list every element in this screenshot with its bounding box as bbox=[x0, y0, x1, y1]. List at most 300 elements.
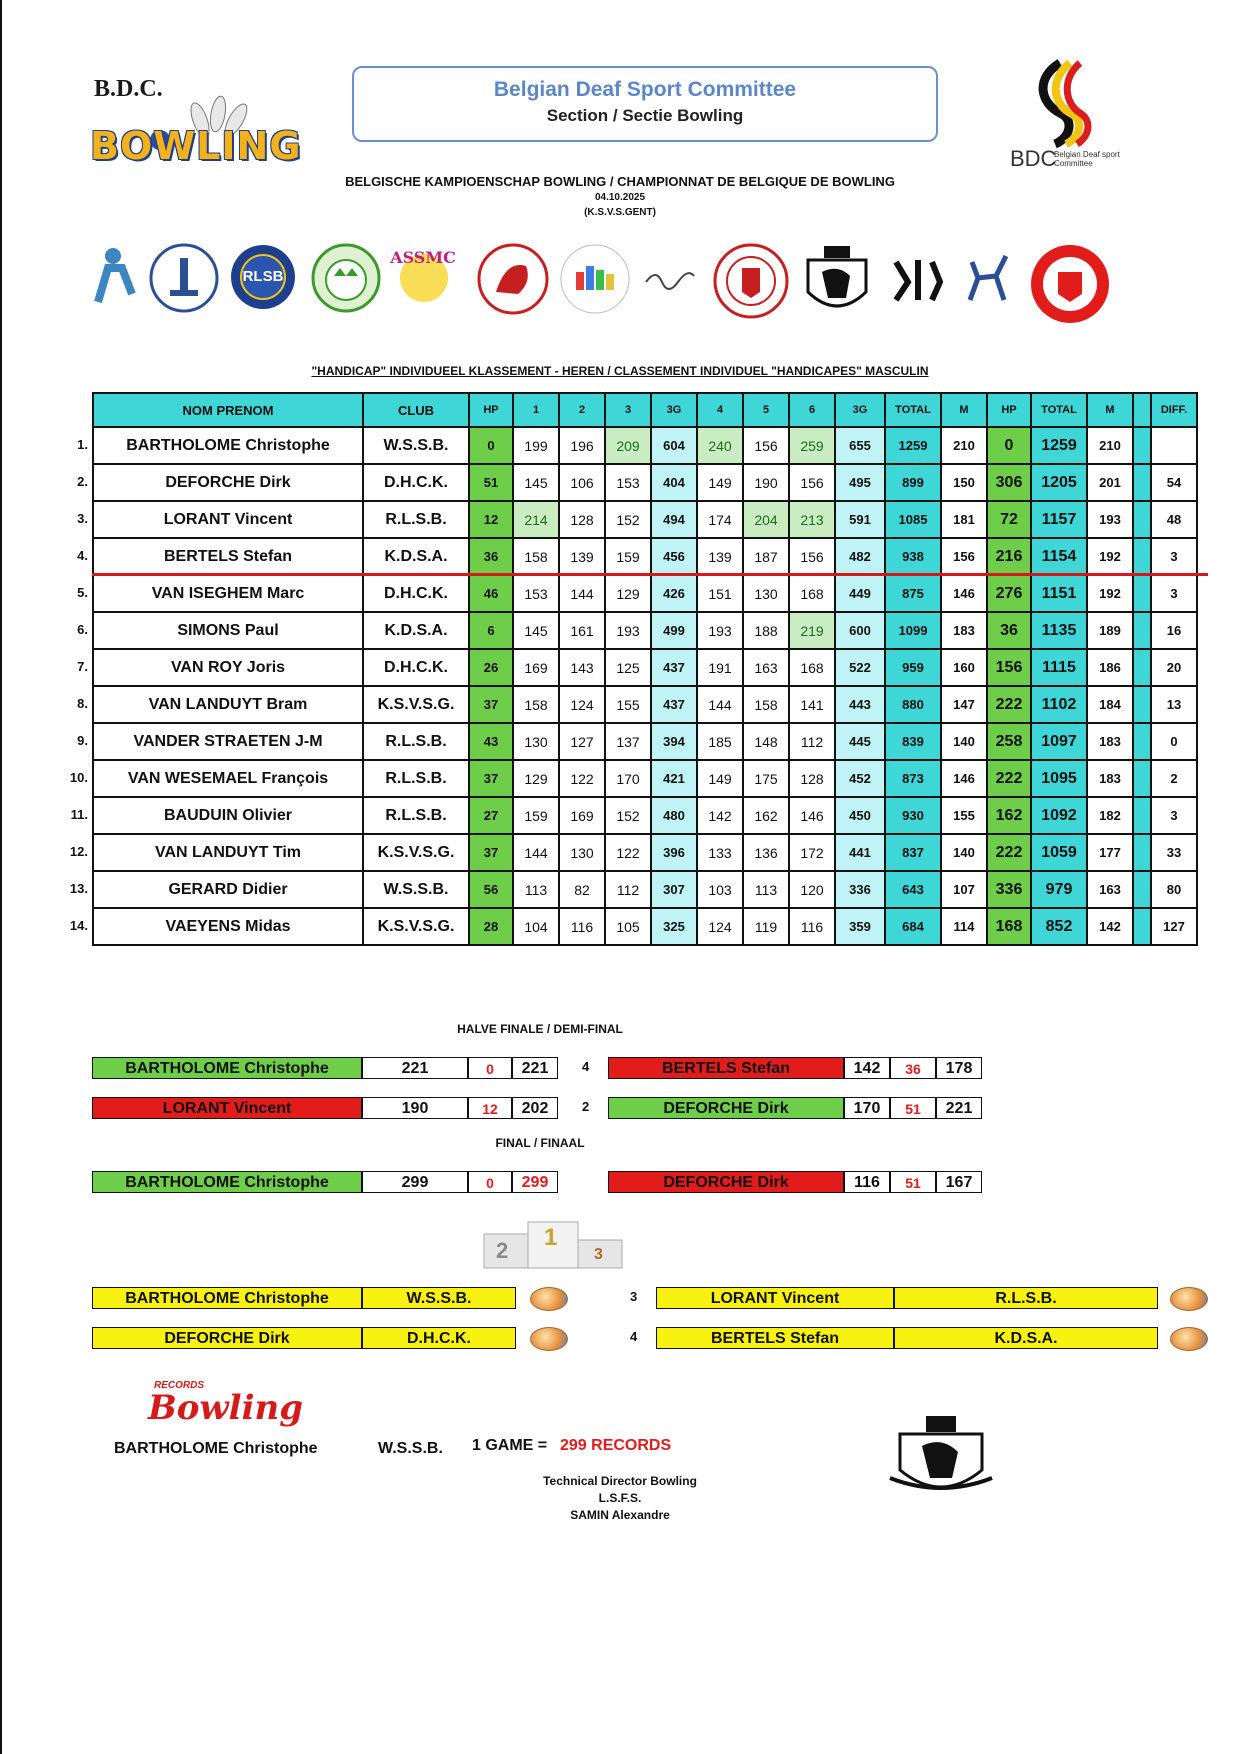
cell-m: 107 bbox=[941, 871, 987, 908]
cell-total-hp: 1259 bbox=[1031, 427, 1087, 464]
cell-g3: 122 bbox=[605, 834, 651, 871]
cell-g1: 214 bbox=[513, 501, 559, 538]
cell-s1: 480 bbox=[651, 797, 697, 834]
col-name: NOM PRENOM bbox=[93, 393, 363, 427]
cell-s2: 449 bbox=[835, 575, 885, 612]
cell-g4: 151 bbox=[697, 575, 743, 612]
semifinal-2-right-total: 221 bbox=[936, 1097, 982, 1119]
semifinal-1-left-player: BARTHOLOME Christophe bbox=[92, 1057, 362, 1079]
cell-g5: 175 bbox=[743, 760, 789, 797]
rank-number: 6. bbox=[77, 621, 88, 637]
cell-g1: 145 bbox=[513, 612, 559, 649]
cell-hp: 46 bbox=[469, 575, 513, 612]
col-spacer bbox=[1133, 393, 1151, 427]
cell-hp6: 222 bbox=[987, 760, 1031, 797]
final-right-score: 116 bbox=[844, 1171, 890, 1193]
cell-m-hp: 192 bbox=[1087, 538, 1133, 575]
cell-hp: 12 bbox=[469, 501, 513, 538]
cell-m: 210 bbox=[941, 427, 987, 464]
col-diff: DIFF. bbox=[1151, 393, 1197, 427]
cell-club: R.L.S.B. bbox=[363, 760, 469, 797]
cell-g6: 168 bbox=[789, 649, 835, 686]
cell-g2: 161 bbox=[559, 612, 605, 649]
cell-m: 114 bbox=[941, 908, 987, 945]
col-average: M bbox=[941, 393, 987, 427]
deer-logo-icon bbox=[956, 242, 1020, 314]
cell-g6: 259 bbox=[789, 427, 835, 464]
cell-hp6: 258 bbox=[987, 723, 1031, 760]
black-figures-logo-icon bbox=[888, 242, 948, 312]
cell-g1: 104 bbox=[513, 908, 559, 945]
cell-hp6: 336 bbox=[987, 871, 1031, 908]
cell-total-hp: 1097 bbox=[1031, 723, 1087, 760]
cell-spacer bbox=[1133, 908, 1151, 945]
cell-spacer bbox=[1133, 649, 1151, 686]
lion-shield-crest-icon bbox=[798, 242, 876, 322]
cell-hp: 36 bbox=[469, 538, 513, 575]
cell-spacer bbox=[1133, 464, 1151, 501]
cell-hp: 6 bbox=[469, 612, 513, 649]
cell-club: K.D.S.A. bbox=[363, 612, 469, 649]
cell-g4: 133 bbox=[697, 834, 743, 871]
final-left-score: 299 bbox=[362, 1171, 468, 1193]
cell-hp6: 162 bbox=[987, 797, 1031, 834]
cell-g1: 199 bbox=[513, 427, 559, 464]
championship-title: BELGISCHE KAMPIOENSCHAP BOWLING / CHAMPIONNAT DE BELGIQUE DE BOWLING bbox=[345, 174, 895, 189]
table-row bbox=[93, 538, 1197, 575]
cell-s1: 307 bbox=[651, 871, 697, 908]
table-row bbox=[93, 760, 1197, 797]
record-holder-club: W.S.S.B. bbox=[378, 1440, 443, 1457]
cell-g5: 156 bbox=[743, 427, 789, 464]
table-row bbox=[93, 464, 1197, 501]
bronze-medal-icon bbox=[1170, 1287, 1208, 1311]
cell-total-hp: 1102 bbox=[1031, 686, 1087, 723]
place-4-rank: 4 bbox=[630, 1329, 638, 1344]
cell-hp6: 168 bbox=[987, 908, 1031, 945]
cell-hp: 37 bbox=[469, 834, 513, 871]
cell-g3: 137 bbox=[605, 723, 651, 760]
cell-s1: 396 bbox=[651, 834, 697, 871]
cell-m: 147 bbox=[941, 686, 987, 723]
semifinal-1-right-score: 142 bbox=[844, 1057, 890, 1079]
cell-diff: 20 bbox=[1151, 649, 1197, 686]
cell-g2: 130 bbox=[559, 834, 605, 871]
records-logo-big: Bowling bbox=[148, 1388, 304, 1428]
cell-diff: 127 bbox=[1151, 908, 1197, 945]
semifinal-1-seed: 4 bbox=[582, 1059, 590, 1074]
semifinal-1-right-player: BERTELS Stefan bbox=[608, 1057, 844, 1079]
rank-number: 14. bbox=[69, 917, 88, 933]
cell-g5: 187 bbox=[743, 538, 789, 575]
cell-diff: 2 bbox=[1151, 760, 1197, 797]
col-game-2: 2 bbox=[559, 393, 605, 427]
cell-diff: 0 bbox=[1151, 723, 1197, 760]
bdc-committee-logo bbox=[1010, 58, 1140, 178]
table-row bbox=[93, 612, 1197, 649]
cell-g1: 153 bbox=[513, 575, 559, 612]
col-3g-second: 3G bbox=[835, 393, 885, 427]
cell-club: K.S.V.S.G. bbox=[363, 834, 469, 871]
colorful-hands-logo-icon bbox=[558, 242, 632, 316]
table-row bbox=[93, 686, 1197, 723]
cell-g1: 130 bbox=[513, 723, 559, 760]
podium-row-2 bbox=[92, 1327, 1212, 1351]
championship-date: 04.10.2025 bbox=[594, 192, 646, 203]
semifinal-2-left-hp: 12 bbox=[468, 1097, 512, 1119]
cell-g6: 213 bbox=[789, 501, 835, 538]
rank-number: 13. bbox=[69, 880, 88, 896]
cell-spacer bbox=[1133, 501, 1151, 538]
cell-m-hp: 189 bbox=[1087, 612, 1133, 649]
cell-m-hp: 201 bbox=[1087, 464, 1133, 501]
cell-g2: 128 bbox=[559, 501, 605, 538]
cell-g3: 153 bbox=[605, 464, 651, 501]
cell-g5: 158 bbox=[743, 686, 789, 723]
cell-hp: 37 bbox=[469, 686, 513, 723]
cell-m: 156 bbox=[941, 538, 987, 575]
rlsb-logo-text: RLSB bbox=[242, 268, 284, 285]
semifinal-2-seed: 2 bbox=[582, 1099, 590, 1114]
cell-m: 160 bbox=[941, 649, 987, 686]
cell-total-hp: 1154 bbox=[1031, 538, 1087, 575]
cell-hp6: 0 bbox=[987, 427, 1031, 464]
cell-g6: 156 bbox=[789, 464, 835, 501]
cell-g6: 172 bbox=[789, 834, 835, 871]
cell-diff bbox=[1151, 427, 1197, 464]
bdc-logo-text: B.D.C. bbox=[94, 76, 163, 102]
cell-spacer bbox=[1133, 797, 1151, 834]
cell-club: K.S.V.S.G. bbox=[363, 908, 469, 945]
semifinal-2-left-total: 202 bbox=[512, 1097, 558, 1119]
rank-number: 11. bbox=[70, 806, 88, 822]
cell-name: BAUDUIN Olivier bbox=[93, 797, 363, 834]
cell-g6: 120 bbox=[789, 871, 835, 908]
cell-spacer bbox=[1133, 686, 1151, 723]
table-row bbox=[93, 834, 1197, 871]
bdc-logo-letters: BDC bbox=[1010, 146, 1057, 171]
cell-m-hp: 183 bbox=[1087, 760, 1133, 797]
cell-s2: 336 bbox=[835, 871, 885, 908]
podium-row-1 bbox=[92, 1287, 1212, 1311]
qualification-cutoff-line bbox=[92, 573, 1208, 576]
cell-total-hp: 1157 bbox=[1031, 501, 1087, 538]
silver-medal-icon bbox=[530, 1327, 568, 1351]
cell-g6: 128 bbox=[789, 760, 835, 797]
cell-diff: 54 bbox=[1151, 464, 1197, 501]
semifinal-1-left-score: 221 bbox=[362, 1057, 468, 1079]
rank-number: 2. bbox=[77, 473, 88, 489]
cell-name: VAN ROY Joris bbox=[93, 649, 363, 686]
cell-club: K.D.S.A. bbox=[363, 538, 469, 575]
podium-label-3: 3 bbox=[594, 1246, 603, 1263]
table-row bbox=[93, 908, 1197, 945]
flag-swirl-icon bbox=[1030, 58, 1110, 148]
cell-club: W.S.S.B. bbox=[363, 871, 469, 908]
cell-g4: 103 bbox=[697, 871, 743, 908]
cell-name: VAEYENS Midas bbox=[93, 908, 363, 945]
cell-g3: 152 bbox=[605, 797, 651, 834]
col-hp: HP bbox=[469, 393, 513, 427]
col-hp-total: HP bbox=[987, 393, 1031, 427]
cell-m: 181 bbox=[941, 501, 987, 538]
place-3-name: LORANT Vincent bbox=[656, 1287, 894, 1309]
place-4-club: K.D.S.A. bbox=[894, 1327, 1158, 1349]
semifinal-1-right-hp: 36 bbox=[890, 1057, 936, 1079]
cell-g5: 130 bbox=[743, 575, 789, 612]
cell-total-hp: 1205 bbox=[1031, 464, 1087, 501]
cell-total: 930 bbox=[885, 797, 941, 834]
results-table bbox=[92, 392, 1198, 946]
cell-name: LORANT Vincent bbox=[93, 501, 363, 538]
cell-g3: 152 bbox=[605, 501, 651, 538]
cell-diff: 33 bbox=[1151, 834, 1197, 871]
col-total-hp: TOTAL bbox=[1031, 393, 1087, 427]
cell-g6: 168 bbox=[789, 575, 835, 612]
cell-s1: 421 bbox=[651, 760, 697, 797]
final-left-hp: 0 bbox=[468, 1171, 512, 1193]
semifinal-2-right-hp: 51 bbox=[890, 1097, 936, 1119]
cell-spacer bbox=[1133, 612, 1151, 649]
cell-total-hp: 979 bbox=[1031, 871, 1087, 908]
cell-club: D.H.C.K. bbox=[363, 464, 469, 501]
cell-name: DEFORCHE Dirk bbox=[93, 464, 363, 501]
cell-total: 959 bbox=[885, 649, 941, 686]
cell-g4: 139 bbox=[697, 538, 743, 575]
cell-hp6: 306 bbox=[987, 464, 1031, 501]
rank-number: 10. bbox=[69, 769, 88, 785]
cell-hp6: 276 bbox=[987, 575, 1031, 612]
cell-g6: 156 bbox=[789, 538, 835, 575]
classification-title: "HANDICAP" INDIVIDUEEL KLASSEMENT - HEREN / CLASSEMENT INDIVIDUEL "HANDICAPES" MASCULIN bbox=[311, 364, 929, 378]
semifinal-2-left-player: LORANT Vincent bbox=[92, 1097, 362, 1119]
cell-g1: 129 bbox=[513, 760, 559, 797]
cell-g4: 240 bbox=[697, 427, 743, 464]
cell-g6: 141 bbox=[789, 686, 835, 723]
cell-g5: 148 bbox=[743, 723, 789, 760]
cell-club: R.L.S.B. bbox=[363, 501, 469, 538]
cell-s2: 450 bbox=[835, 797, 885, 834]
cell-s2: 452 bbox=[835, 760, 885, 797]
cell-g2: 106 bbox=[559, 464, 605, 501]
cell-m: 183 bbox=[941, 612, 987, 649]
cell-g2: 139 bbox=[559, 538, 605, 575]
table-row bbox=[93, 427, 1197, 464]
cell-g4: 142 bbox=[697, 797, 743, 834]
cell-name: GERARD Didier bbox=[93, 871, 363, 908]
record-game-label: 1 GAME = bbox=[472, 1437, 548, 1454]
rank-number: 4. bbox=[77, 547, 88, 563]
cell-g1: 169 bbox=[513, 649, 559, 686]
cell-g5: 113 bbox=[743, 871, 789, 908]
cell-m-hp: 142 bbox=[1087, 908, 1133, 945]
cell-g3: 125 bbox=[605, 649, 651, 686]
cell-g1: 158 bbox=[513, 538, 559, 575]
cell-s1: 437 bbox=[651, 686, 697, 723]
green-crown-logo-icon bbox=[310, 242, 382, 314]
cell-club: R.L.S.B. bbox=[363, 723, 469, 760]
cell-hp: 56 bbox=[469, 871, 513, 908]
table-row bbox=[93, 501, 1197, 538]
cell-total: 873 bbox=[885, 760, 941, 797]
cell-diff: 3 bbox=[1151, 538, 1197, 575]
club-logos-row bbox=[88, 242, 1148, 332]
semifinal-match-2 bbox=[92, 1097, 1002, 1121]
table-row bbox=[93, 871, 1197, 908]
podium-label-2: 2 bbox=[496, 1238, 509, 1263]
cell-s2: 655 bbox=[835, 427, 885, 464]
cell-g2: 127 bbox=[559, 723, 605, 760]
cell-m-hp: 163 bbox=[1087, 871, 1133, 908]
cell-total-hp: 1059 bbox=[1031, 834, 1087, 871]
table-row bbox=[93, 797, 1197, 834]
cell-s2: 591 bbox=[835, 501, 885, 538]
cell-g2: 122 bbox=[559, 760, 605, 797]
cell-g2: 82 bbox=[559, 871, 605, 908]
cell-total: 899 bbox=[885, 464, 941, 501]
cell-g1: 144 bbox=[513, 834, 559, 871]
cell-hp: 28 bbox=[469, 908, 513, 945]
cell-s1: 494 bbox=[651, 501, 697, 538]
cell-g1: 159 bbox=[513, 797, 559, 834]
cell-spacer bbox=[1133, 871, 1151, 908]
cell-hp: 0 bbox=[469, 427, 513, 464]
cell-s1: 426 bbox=[651, 575, 697, 612]
final-right-total: 167 bbox=[936, 1171, 982, 1193]
cell-g6: 146 bbox=[789, 797, 835, 834]
assmc-logo-text: ASSMC bbox=[390, 248, 456, 267]
cell-g3: 155 bbox=[605, 686, 651, 723]
cell-diff: 80 bbox=[1151, 871, 1197, 908]
cell-g5: 188 bbox=[743, 612, 789, 649]
cell-name: BARTHOLOME Christophe bbox=[93, 427, 363, 464]
cell-spacer bbox=[1133, 427, 1151, 464]
final-title: FINAL / FINAAL bbox=[495, 1136, 585, 1150]
cell-hp6: 222 bbox=[987, 686, 1031, 723]
lion-shield-stamp-icon bbox=[886, 1412, 996, 1502]
cell-m: 140 bbox=[941, 834, 987, 871]
cell-spacer bbox=[1133, 538, 1151, 575]
cell-s2: 600 bbox=[835, 612, 885, 649]
place-1-name: BARTHOLOME Christophe bbox=[92, 1287, 362, 1309]
cell-g3: 112 bbox=[605, 871, 651, 908]
committee-title: Belgian Deaf Sport Committee bbox=[493, 78, 797, 101]
records-logo-small: RECORDS bbox=[154, 1380, 205, 1391]
cell-name: VAN LANDUYT Tim bbox=[93, 834, 363, 871]
cell-m: 146 bbox=[941, 575, 987, 612]
bowling-logo-text: BOWLING bbox=[90, 124, 302, 168]
cell-g1: 145 bbox=[513, 464, 559, 501]
bdc-bowling-logo bbox=[90, 70, 302, 180]
semifinal-2-right-player: DEFORCHE Dirk bbox=[608, 1097, 844, 1119]
cell-s2: 495 bbox=[835, 464, 885, 501]
cell-spacer bbox=[1133, 760, 1151, 797]
cell-hp6: 72 bbox=[987, 501, 1031, 538]
cell-spacer bbox=[1133, 575, 1151, 612]
record-holder-name: BARTHOLOME Christophe bbox=[114, 1440, 318, 1457]
cell-total-hp: 1135 bbox=[1031, 612, 1087, 649]
final-right-player: DEFORCHE Dirk bbox=[608, 1171, 844, 1193]
cell-g5: 204 bbox=[743, 501, 789, 538]
cell-name: BERTELS Stefan bbox=[93, 538, 363, 575]
cell-g2: 116 bbox=[559, 908, 605, 945]
bowler-silhouette-icon bbox=[88, 242, 138, 312]
cell-m-hp: 182 bbox=[1087, 797, 1133, 834]
place-3-club: R.L.S.B. bbox=[894, 1287, 1158, 1309]
semifinal-1-left-total: 221 bbox=[512, 1057, 558, 1079]
col-total: TOTAL bbox=[885, 393, 941, 427]
cell-total-hp: 1151 bbox=[1031, 575, 1087, 612]
red-eagle-badge-icon bbox=[1028, 242, 1112, 326]
cell-s2: 441 bbox=[835, 834, 885, 871]
cell-m-hp: 193 bbox=[1087, 501, 1133, 538]
rank-number: 8. bbox=[77, 695, 88, 711]
final-match bbox=[92, 1171, 1002, 1195]
col-game-1: 1 bbox=[513, 393, 559, 427]
cell-spacer bbox=[1133, 834, 1151, 871]
cell-g2: 124 bbox=[559, 686, 605, 723]
cell-g6: 116 bbox=[789, 908, 835, 945]
cell-hp: 43 bbox=[469, 723, 513, 760]
cell-s1: 394 bbox=[651, 723, 697, 760]
semifinal-2-right-score: 170 bbox=[844, 1097, 890, 1119]
cell-hp6: 222 bbox=[987, 834, 1031, 871]
cell-club: W.S.S.B. bbox=[363, 427, 469, 464]
cell-g3: 159 bbox=[605, 538, 651, 575]
cell-s1: 456 bbox=[651, 538, 697, 575]
final-left-player: BARTHOLOME Christophe bbox=[92, 1171, 362, 1193]
cell-total: 875 bbox=[885, 575, 941, 612]
cell-hp6: 36 bbox=[987, 612, 1031, 649]
cell-g3: 209 bbox=[605, 427, 651, 464]
col-game-5: 5 bbox=[743, 393, 789, 427]
cell-g2: 196 bbox=[559, 427, 605, 464]
rank-number: 3. bbox=[77, 510, 88, 526]
cell-m: 140 bbox=[941, 723, 987, 760]
cell-g2: 143 bbox=[559, 649, 605, 686]
cell-total: 684 bbox=[885, 908, 941, 945]
cell-g5: 163 bbox=[743, 649, 789, 686]
table-row bbox=[93, 649, 1197, 686]
cell-hp: 26 bbox=[469, 649, 513, 686]
cell-g4: 144 bbox=[697, 686, 743, 723]
rank-number: 9. bbox=[77, 732, 88, 748]
cell-name: VAN WESEMAEL François bbox=[93, 760, 363, 797]
rank-number: 7. bbox=[77, 658, 88, 674]
cell-hp: 51 bbox=[469, 464, 513, 501]
signature-name: SAMIN Alexandre bbox=[570, 1508, 670, 1522]
cell-spacer bbox=[1133, 723, 1151, 760]
gold-medal-icon bbox=[530, 1287, 568, 1311]
signature-role: Technical Director Bowling bbox=[543, 1474, 697, 1488]
cell-diff: 16 bbox=[1151, 612, 1197, 649]
assmc-logo bbox=[388, 242, 458, 312]
cell-total: 643 bbox=[885, 871, 941, 908]
cell-club: K.S.V.S.G. bbox=[363, 686, 469, 723]
col-club: CLUB bbox=[363, 393, 469, 427]
place-4-name: BERTELS Stefan bbox=[656, 1327, 894, 1349]
cell-name: VAN LANDUYT Bram bbox=[93, 686, 363, 723]
cell-total-hp: 852 bbox=[1031, 908, 1087, 945]
cell-s2: 482 bbox=[835, 538, 885, 575]
cell-hp: 27 bbox=[469, 797, 513, 834]
cell-hp6: 156 bbox=[987, 649, 1031, 686]
committee-subtitle: Section / Sectie Bowling bbox=[546, 106, 744, 125]
cell-s1: 404 bbox=[651, 464, 697, 501]
cell-club: R.L.S.B. bbox=[363, 797, 469, 834]
cell-g3: 129 bbox=[605, 575, 651, 612]
cell-g4: 149 bbox=[697, 464, 743, 501]
